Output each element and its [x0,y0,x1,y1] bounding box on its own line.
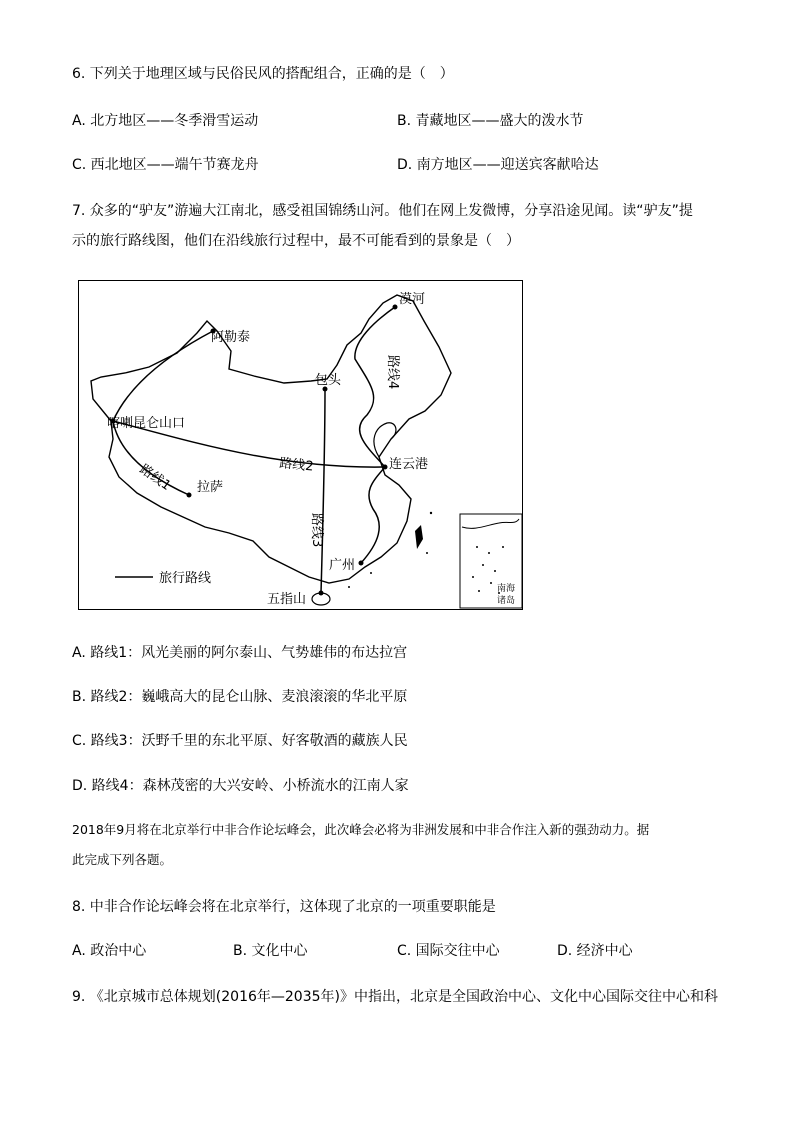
q7-stem-line1: 7. 众多的“驴友”游遍大江南北，感受祖国锦绣山河。他们在网上发微博，分享沿途见闻。读“驴友”提 [72,203,693,219]
q9-stem: 9. 《北京城市总体规划(2016年—2035年)》中指出，北京是全国政治中心、文化中心国际交往中心和科 [72,989,718,1005]
bohai-coast [374,423,396,457]
q6-stem: 6. 下列关于地理区域与民俗民风的搭配组合，正确的是（ ） [72,66,454,82]
label-wuzhishan: 五指山 [267,592,307,607]
route-3-line [321,389,325,593]
china-outline [91,295,451,583]
q8-option-b: B. 文化中心 [233,943,308,959]
q7-option-c: C. 路线3：沃野千里的东北平原、好客敬酒的藏族人民 [72,733,408,749]
label-route3: 路线3 [309,513,324,548]
inset-label-2: 诸岛 [497,596,516,606]
taiwan-island [415,525,423,549]
q6-option-b: B. 青藏地区——盛大的泼水节 [397,113,584,129]
label-lianyungang: 连云港 [389,457,429,472]
q6-option-a: A. 北方地区——冬季滑雪运动 [72,113,259,129]
label-lasa: 拉萨 [197,480,224,495]
label-guangzhou: 广州 [329,558,356,573]
label-kalakunlun: 喀喇昆仑山口 [107,416,186,431]
label-route2-visible: 路线2 [278,456,315,475]
label-route1: 路线1 [136,461,174,494]
label-baotou: 包头 [315,373,342,388]
label-mohe: 漠河 [399,292,426,307]
label-aletai: 阿勒泰 [211,330,251,345]
city-dots [111,305,398,596]
q7-option-d: D. 路线4：森林茂密的大兴安岭、小桥流水的江南人家 [72,778,409,794]
q6-option-d: D. 南方地区——迎送宾客献哈达 [397,157,599,173]
q8-option-c: C. 国际交往中心 [397,943,500,959]
route-1-line [113,331,213,495]
map-svg [79,281,524,611]
q8-option-a: A. 政治中心 [72,943,147,959]
travel-route-map [78,280,523,610]
intro-line1: 2018年9月将在北京举行中非合作论坛峰会，此次峰会必将为非洲发展和中非合作注入新的强劲动力。据 [72,822,650,837]
q7-stem-line2: 示的旅行路线图，他们在沿线旅行过程中，最不可能看到的景象是（ ） [72,233,520,249]
label-route4: 路线4 [385,355,400,390]
q7-option-a: A. 路线1：风光美丽的阿尔泰山、气势雄伟的布达拉宫 [72,645,408,661]
inset-label-1: 南海 [497,584,516,594]
q7-option-b: B. 路线2：巍峨高大的昆仑山脉、麦浪滚滚的华北平原 [72,689,408,705]
q8-option-d: D. 经济中心 [557,943,633,959]
q8-stem: 8. 中非合作论坛峰会将在北京举行，这体现了北京的一项重要职能是 [72,899,496,915]
legend-label: 旅行路线 [159,571,212,586]
intro-line2: 此完成下列各题。 [72,852,173,867]
q6-option-c: C. 西北地区——端午节赛龙舟 [72,157,259,173]
